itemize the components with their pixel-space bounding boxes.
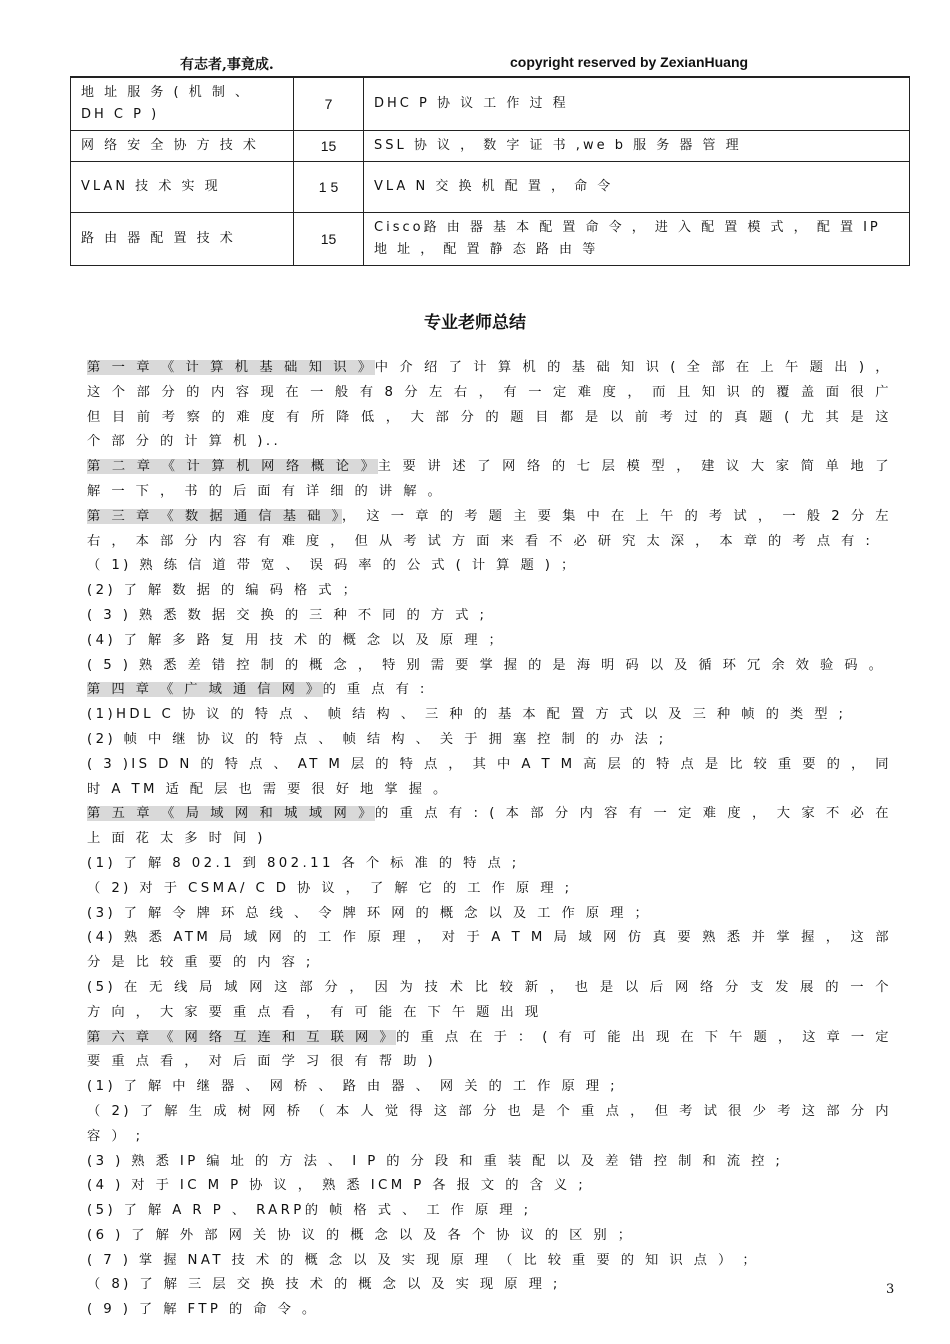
paragraph-text: 主 要 讲 述 了 网 络 的 七 层 模 型 ， 建 议 大 家 简 单 地 了 解 一 下 ， 书 的 后 面 有 详 细 的 讲 解 。 [87,459,892,499]
paragraph-text: （ 2) 了 解 生 成 树 网 桥 （ 本 人 觉 得 这 部 分 也 是 个 重 点 ， 但 考 试 很 少 考 这 部 分 内 容 ） ; [87,1103,892,1144]
paragraph-text: 的 重 点 有 : ( 本 部 分 内 容 有 一 定 难 度 ， 大 家 不 必 在 上 面 花 太 多 时 间 ) [87,806,892,847]
list-item [87,1224,892,1249]
list-item [87,579,892,604]
chapter-paragraph [87,356,892,455]
paragraph-text: (5) 在 无 线 局 域 网 这 部 分 ， 因 为 技 术 比 较 新 ， 也 是 以 后 网 络 分 支 发 展 的 一 个 方 向 ， 大 家 要 重 点 看 ， 有 可 能 在 下 午 题 出 现 [87,979,892,1020]
paragraph-text: ， 这 一 章 的 考 题 主 要 集 中 在 上 午 的 考 试 ， 一 般 2 分 左 右 ， 本 部 分 内 容 有 难 度 ， 但 从 考 试 方 面 来 看 不 必 研 究 太 深 ， 本 章 的 考 点 有 : [87,508,892,549]
list-item [87,1298,892,1323]
paragraph-text: (4) 了 解 多 路 复 用 技 术 的 概 念 以 及 原 理 ； [87,632,506,648]
list-item [87,728,892,753]
page-number: 3 [886,1282,895,1297]
chapter-heading: 第 五 章 《 局 域 网 和 城 域 网 》 [87,806,375,822]
chapter-paragraph [87,505,892,555]
table-row [71,162,910,213]
chapter-heading: 第 二 章 《 计 算 机 网 络 概 论 》 [87,459,378,475]
header-copyright: copyright reserved by ZexianHuang [510,54,749,70]
paragraph-text: (2) 了 解 数 据 的 编 码 格 式 ； [87,583,360,599]
table-cell-content: SSL 协 议 ， 数 字 证 书 ,we b 服 务 器 管 理 [364,131,910,162]
paragraph-text: 的 重 点 有 : [322,682,428,698]
page-header [0,54,950,74]
list-item [87,1100,892,1150]
list-item [87,1199,892,1224]
summary-body [87,356,895,1323]
table-cell-hours: 7 [294,78,364,131]
list-item [87,902,892,927]
chapter-paragraph [87,678,892,703]
chapter-heading: 第 六 章 《 网 络 互 连 和 互 联 网 》 [87,1029,397,1045]
course-table [70,77,910,266]
paragraph-text: 中 介 绍 了 计 算 机 的 基 础 知 识 ( 全 部 在 上 午 题 出 ) ， 这 个 部 分 的 内 容 现 在 一 般 有 8 分 左 右 ， 有 一 定 难 度 ， 而 且 知 识 的 覆 盖 面 很 广 但 目 前 考 察 的 难 度 有 所 降 低 ， 大 部 分 的 题 目 都 是 以 前 考 过 的 真 题 ( 尤 其 是 这 个 部 分 的 计 算 机 ).. [87,360,892,450]
table-row [71,131,910,162]
list-item [87,1150,892,1175]
table-cell-topic: 地 址 服 务 ( 机 制 、 DH C P ) [71,78,294,131]
list-item [87,976,892,1026]
paragraph-text: （ 8) 了 解 三 层 交 换 技 术 的 概 念 以 及 实 现 原 理 ; [87,1277,561,1293]
section-title: 专业老师总结 [424,313,526,333]
table-cell-hours: 1 5 [294,162,364,213]
list-item [87,852,892,877]
list-item [87,877,892,902]
paragraph-text: (4 ) 对 于 IC M P 协 议 ， 熟 悉 ICM P 各 报 文 的 含 义 ; [87,1178,587,1194]
list-item [87,554,892,579]
paragraph-text: (2) 帧 中 继 协 议 的 特 点 、 帧 结 构 、 关 于 拥 塞 控 制 的 办 法 ; [87,731,667,747]
paragraph-text: (3) 了 解 令 牌 环 总 线 、 令 牌 环 网 的 概 念 以 及 工 作 原 理 ； [87,905,652,921]
list-item [87,604,892,629]
table-cell-topic: 网 络 安 全 协 方 技 术 [71,131,294,162]
table-cell-hours: 15 [294,131,364,162]
table-cell-content: VLA N 交 换 机 配 置 ， 命 令 [364,162,910,213]
paragraph-text: (1)HDL C 协 议 的 特 点 、 帧 结 构 、 三 种 的 基 本 配 置 方 式 以 及 三 种 帧 的 类 型 ; [87,707,847,723]
chapter-heading: 第 一 章 《 计 算 机 基 础 知 识 》 [87,360,375,375]
list-item [87,629,892,654]
paragraph-text: （ 2) 对 于 CSMA/ C D 协 议 ， 了 解 它 的 工 作 原 理 ; [87,880,573,896]
chapter-heading: 第 三 章 《 数 据 通 信 基 础 》 [87,508,342,524]
paragraph-text: (6 ) 了 解 外 部 网 关 协 议 的 概 念 以 及 各 个 协 议 的 区 别 ； [87,1227,635,1243]
list-item [87,926,892,976]
list-item [87,703,892,728]
paragraph-text: ( 9 ) 了 解 FTP 的 命 令 。 [87,1302,319,1318]
paragraph-text: (3 ) 熟 悉 IP 编 址 的 方 法 、 I P 的 分 段 和 重 装 配 以 及 差 错 控 制 和 流 控 ; [87,1153,784,1169]
paragraph-text: (1) 了 解 中 继 器 、 网 桥 、 路 由 器 、 网 关 的 工 作 原 理 ; [87,1079,619,1095]
paragraph-text: (5) 了 解 A R P 、 RARP的 帧 格 式 、 工 作 原 理 ; [87,1203,532,1219]
paragraph-text: ( 3 )IS D N 的 特 点 、 AT M 层 的 特 点 ， 其 中 A T M 高 层 的 特 点 是 比 较 重 要 的 ， 同 时 A TM 适 配 层 也 需 要 很 好 地 掌 握 。 [87,756,892,797]
paragraph-text: （ 1) 熟 练 信 道 带 宽 、 误 码 率 的 公 式 ( 计 算 题 ) ； [87,558,578,574]
table-cell-content: DHC P 协 议 工 作 过 程 [364,78,910,131]
table-cell-topic: VLAN 技 术 实 现 [71,162,294,213]
chapter-paragraph [87,455,892,505]
table-row [71,78,910,131]
paragraph-text: ( 7 ) 掌 握 NAT 技 术 的 概 念 以 及 实 现 原 理 （ 比 较 重 要 的 知 识 点 ） ； [87,1252,760,1268]
paragraph-text: (1) 了 解 8 02.1 到 802.11 各 个 标 准 的 特 点 ; [87,855,520,871]
paragraph-text: ( 3 ) 熟 悉 数 据 交 换 的 三 种 不 同 的 方 式 ; [87,607,488,623]
table-row [71,213,910,266]
table-cell-content: Cisco路 由 器 基 本 配 置 命 令 ， 进 入 配 置 模 式 ， 配 置 IP 地 址 ， 配 置 静 态 路 由 等 [364,213,910,266]
header-motto: 有志者,事竟成. [180,57,274,73]
paragraph-text: (4) 熟 悉 ATM 局 域 网 的 工 作 原 理 ， 对 于 A T M 局 域 网 仿 真 要 熟 悉 并 掌 握 ， 这 部 分 是 比 较 重 要 的 内 容 ; [87,930,892,971]
list-item [87,753,892,803]
table-cell-topic: 路 由 器 配 置 技 术 [71,213,294,266]
list-item [87,1075,892,1100]
chapter-heading: 第 四 章 《 广 域 通 信 网 》 [87,682,323,698]
table-cell-hours: 15 [294,213,364,266]
list-item [87,1249,892,1274]
list-item [87,654,892,679]
chapter-paragraph [87,1026,892,1076]
chapter-paragraph [87,802,892,852]
paragraph-text: ( 5 ) 熟 悉 差 错 控 制 的 概 念 ， 特 别 需 要 掌 握 的 是 海 明 码 以 及 循 环 冗 余 效 验 码 。 [87,657,886,673]
list-item [87,1273,895,1298]
paragraph-text: 的 重 点 在 于 ： ( 有 可 能 出 现 在 下 午 题 ， 这 章 一 定 要 重 点 看 ， 对 后 面 学 习 很 有 帮 助 ) [87,1029,892,1070]
list-item [87,1174,892,1199]
